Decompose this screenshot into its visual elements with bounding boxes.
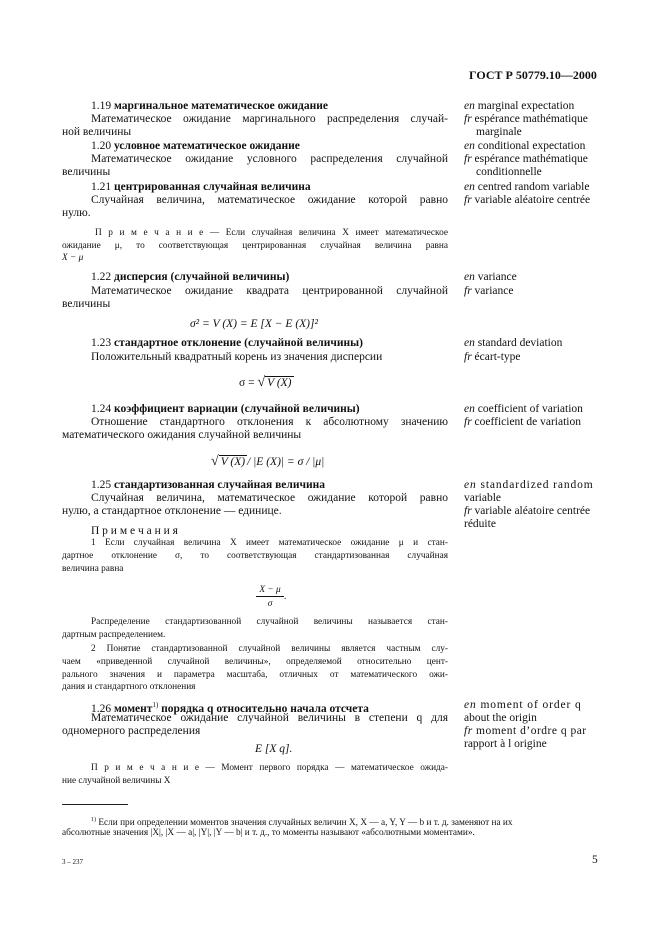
definition-line: нулю, а стандартное отклонение — единице. xyxy=(62,505,282,517)
definition-line: Математическое ожидание условного распределения случайной xyxy=(91,153,448,165)
definition-line: одномерного распределения xyxy=(62,725,201,737)
footnote-line: $^{1)}$ Если при определении моментов значения случайных величин X, X — a, Y, Y — b и т. д. заменяют на их xyxy=(91,817,513,829)
french-equivalent: fr variance xyxy=(464,285,514,297)
term-1-22: 1.22 дисперсия (случайной величины) xyxy=(91,271,290,283)
french-equivalent: fr variable aléatoire centrée xyxy=(464,194,591,206)
variance-formula: σ² = V (X) = E [X − E (X)]² xyxy=(190,318,318,330)
note-line: X − μ xyxy=(62,253,84,263)
definition-line: Математическое ожидание случайной величины в степени q для xyxy=(91,712,448,724)
standard-header: ГОСТ Р 50779.10—2000 xyxy=(469,68,597,82)
french-equivalent-cont: réduite xyxy=(464,518,496,530)
note-line: чаем «приведенной случайной величины», определяемой относительно цент- xyxy=(62,657,448,667)
term-number: 1.19 xyxy=(91,100,112,112)
english-equivalent: en marginal expectation xyxy=(464,100,575,112)
english-equivalent: en moment of order q xyxy=(464,699,582,711)
note-line: дания и стандартного отклонения xyxy=(62,682,196,692)
french-equivalent: fr espérance mathématique xyxy=(464,153,588,165)
note-line: ожидание μ, то соответствующая центрированная случайная величина равна xyxy=(62,241,448,251)
fraction-numerator: X − μ xyxy=(256,584,284,597)
english-equivalent: en centred random variable xyxy=(464,181,590,193)
sqrt-sign: √ xyxy=(257,375,266,390)
term-1-24: 1.24 коэффициент вариации (случайной величины) xyxy=(91,403,360,415)
definition-line: ной величины xyxy=(62,126,132,138)
definition-line: Математическое ожидание маргинального распределения случай- xyxy=(91,113,448,125)
french-equivalent: fr variable aléatoire centrée xyxy=(464,505,591,517)
french-equivalent: fr écart-type xyxy=(464,351,521,363)
definition-line: Положительный квадратный корень из значения дисперсии xyxy=(91,351,383,363)
term-1-26: 1.26 момент$^{1)}$ порядка q относительно начала отсчета xyxy=(91,701,369,715)
definition-line: Случайная величина, математическое ожидание которой равно xyxy=(91,492,448,504)
note-line: Распределение стандартизованной случайной величины называется стан- xyxy=(91,617,448,627)
definition-line: математического ожидания случайной величины xyxy=(62,429,302,441)
french-equivalent-cont: marginale xyxy=(476,126,522,138)
definition-line: величины xyxy=(62,166,111,178)
footnote-line: абсолютные значения |X|, |X — a|, |Y|, |Y — b| и т. д., то моменты называют «абсолютными моментами». xyxy=(62,828,475,838)
definition-line: Отношение стандартного отклонения к абсолютному значению xyxy=(91,416,448,428)
note-line: П р и м е ч а н и е — Момент первого порядка — математическое ожида- xyxy=(91,763,448,773)
term-1-23: 1.23 стандартное отклонение (случайной величины) xyxy=(91,337,363,349)
note-line: дартное отклонение σ, то соответствующая стандартизованная случайная xyxy=(62,551,448,561)
term-1-19 xyxy=(91,99,328,113)
note-line: рального значения и параметра масштаба, отличных от математического ожи- xyxy=(62,670,448,680)
notes-heading: П р и м е ч а н и я xyxy=(91,525,178,537)
term-1-20: 1.20 условное математическое ожидание xyxy=(91,140,300,152)
french-equivalent: fr espérance mathématique xyxy=(464,113,588,125)
fraction-period: . xyxy=(284,592,287,602)
variation-coefficient-formula: √ V (X) / |E (X)| = σ / |μ| xyxy=(211,454,325,469)
moment-formula: E [X q]. xyxy=(255,743,293,755)
english-equivalent-cont: variable xyxy=(464,492,502,504)
definition-line: величины xyxy=(62,298,111,310)
footnote-separator xyxy=(62,804,128,805)
french-equivalent-cont: rapport à l origine xyxy=(464,738,547,750)
english-equivalent: en coefficient of variation xyxy=(464,403,583,415)
french-equivalent-cont: conditionnelle xyxy=(476,166,542,178)
definition-line: нулю. xyxy=(62,207,91,219)
note-line: 1 Если случайная величина X имеет математическое ожидание μ и стан- xyxy=(91,538,448,548)
note-line: П р и м е ч а н и е — Если случайная величина X имеет математическое xyxy=(95,228,448,238)
note-line: 2 Понятие стандартизованной случайной величины является частным слу- xyxy=(91,644,448,654)
english-equivalent-cont: about the origin xyxy=(464,712,537,724)
note-line: величина равна xyxy=(62,564,124,574)
note-line: дартным распределением. xyxy=(62,630,166,640)
french-equivalent: fr moment d’ordre q par xyxy=(464,725,587,737)
definition-line: Случайная величина, математическое ожидание которой равно xyxy=(91,194,448,206)
std-deviation-formula: σ = √ V (X) xyxy=(239,375,292,390)
term-title: маргинальное математическое ожидание xyxy=(114,100,328,112)
english-equivalent: en conditional expectation xyxy=(464,140,586,152)
english-equivalent: en standard deviation xyxy=(464,337,563,349)
english-equivalent: en standardized random xyxy=(464,479,594,491)
term-1-21: 1.21 центрированная случайная величина xyxy=(91,181,311,193)
print-code: 3 – 237 xyxy=(62,858,83,866)
definition-line: Математическое ожидание квадрата центрированной случайной xyxy=(91,285,448,297)
page-number: 5 xyxy=(592,854,598,866)
note-line: ние случайной величины X xyxy=(62,776,171,786)
sqrt-sign: √ xyxy=(211,454,219,469)
fraction-denominator: σ xyxy=(267,599,273,609)
term-1-25: 1.25 стандартизованная случайная величина xyxy=(91,479,325,491)
english-equivalent: en variance xyxy=(464,271,517,283)
french-equivalent: fr coefficient de variation xyxy=(464,416,581,428)
